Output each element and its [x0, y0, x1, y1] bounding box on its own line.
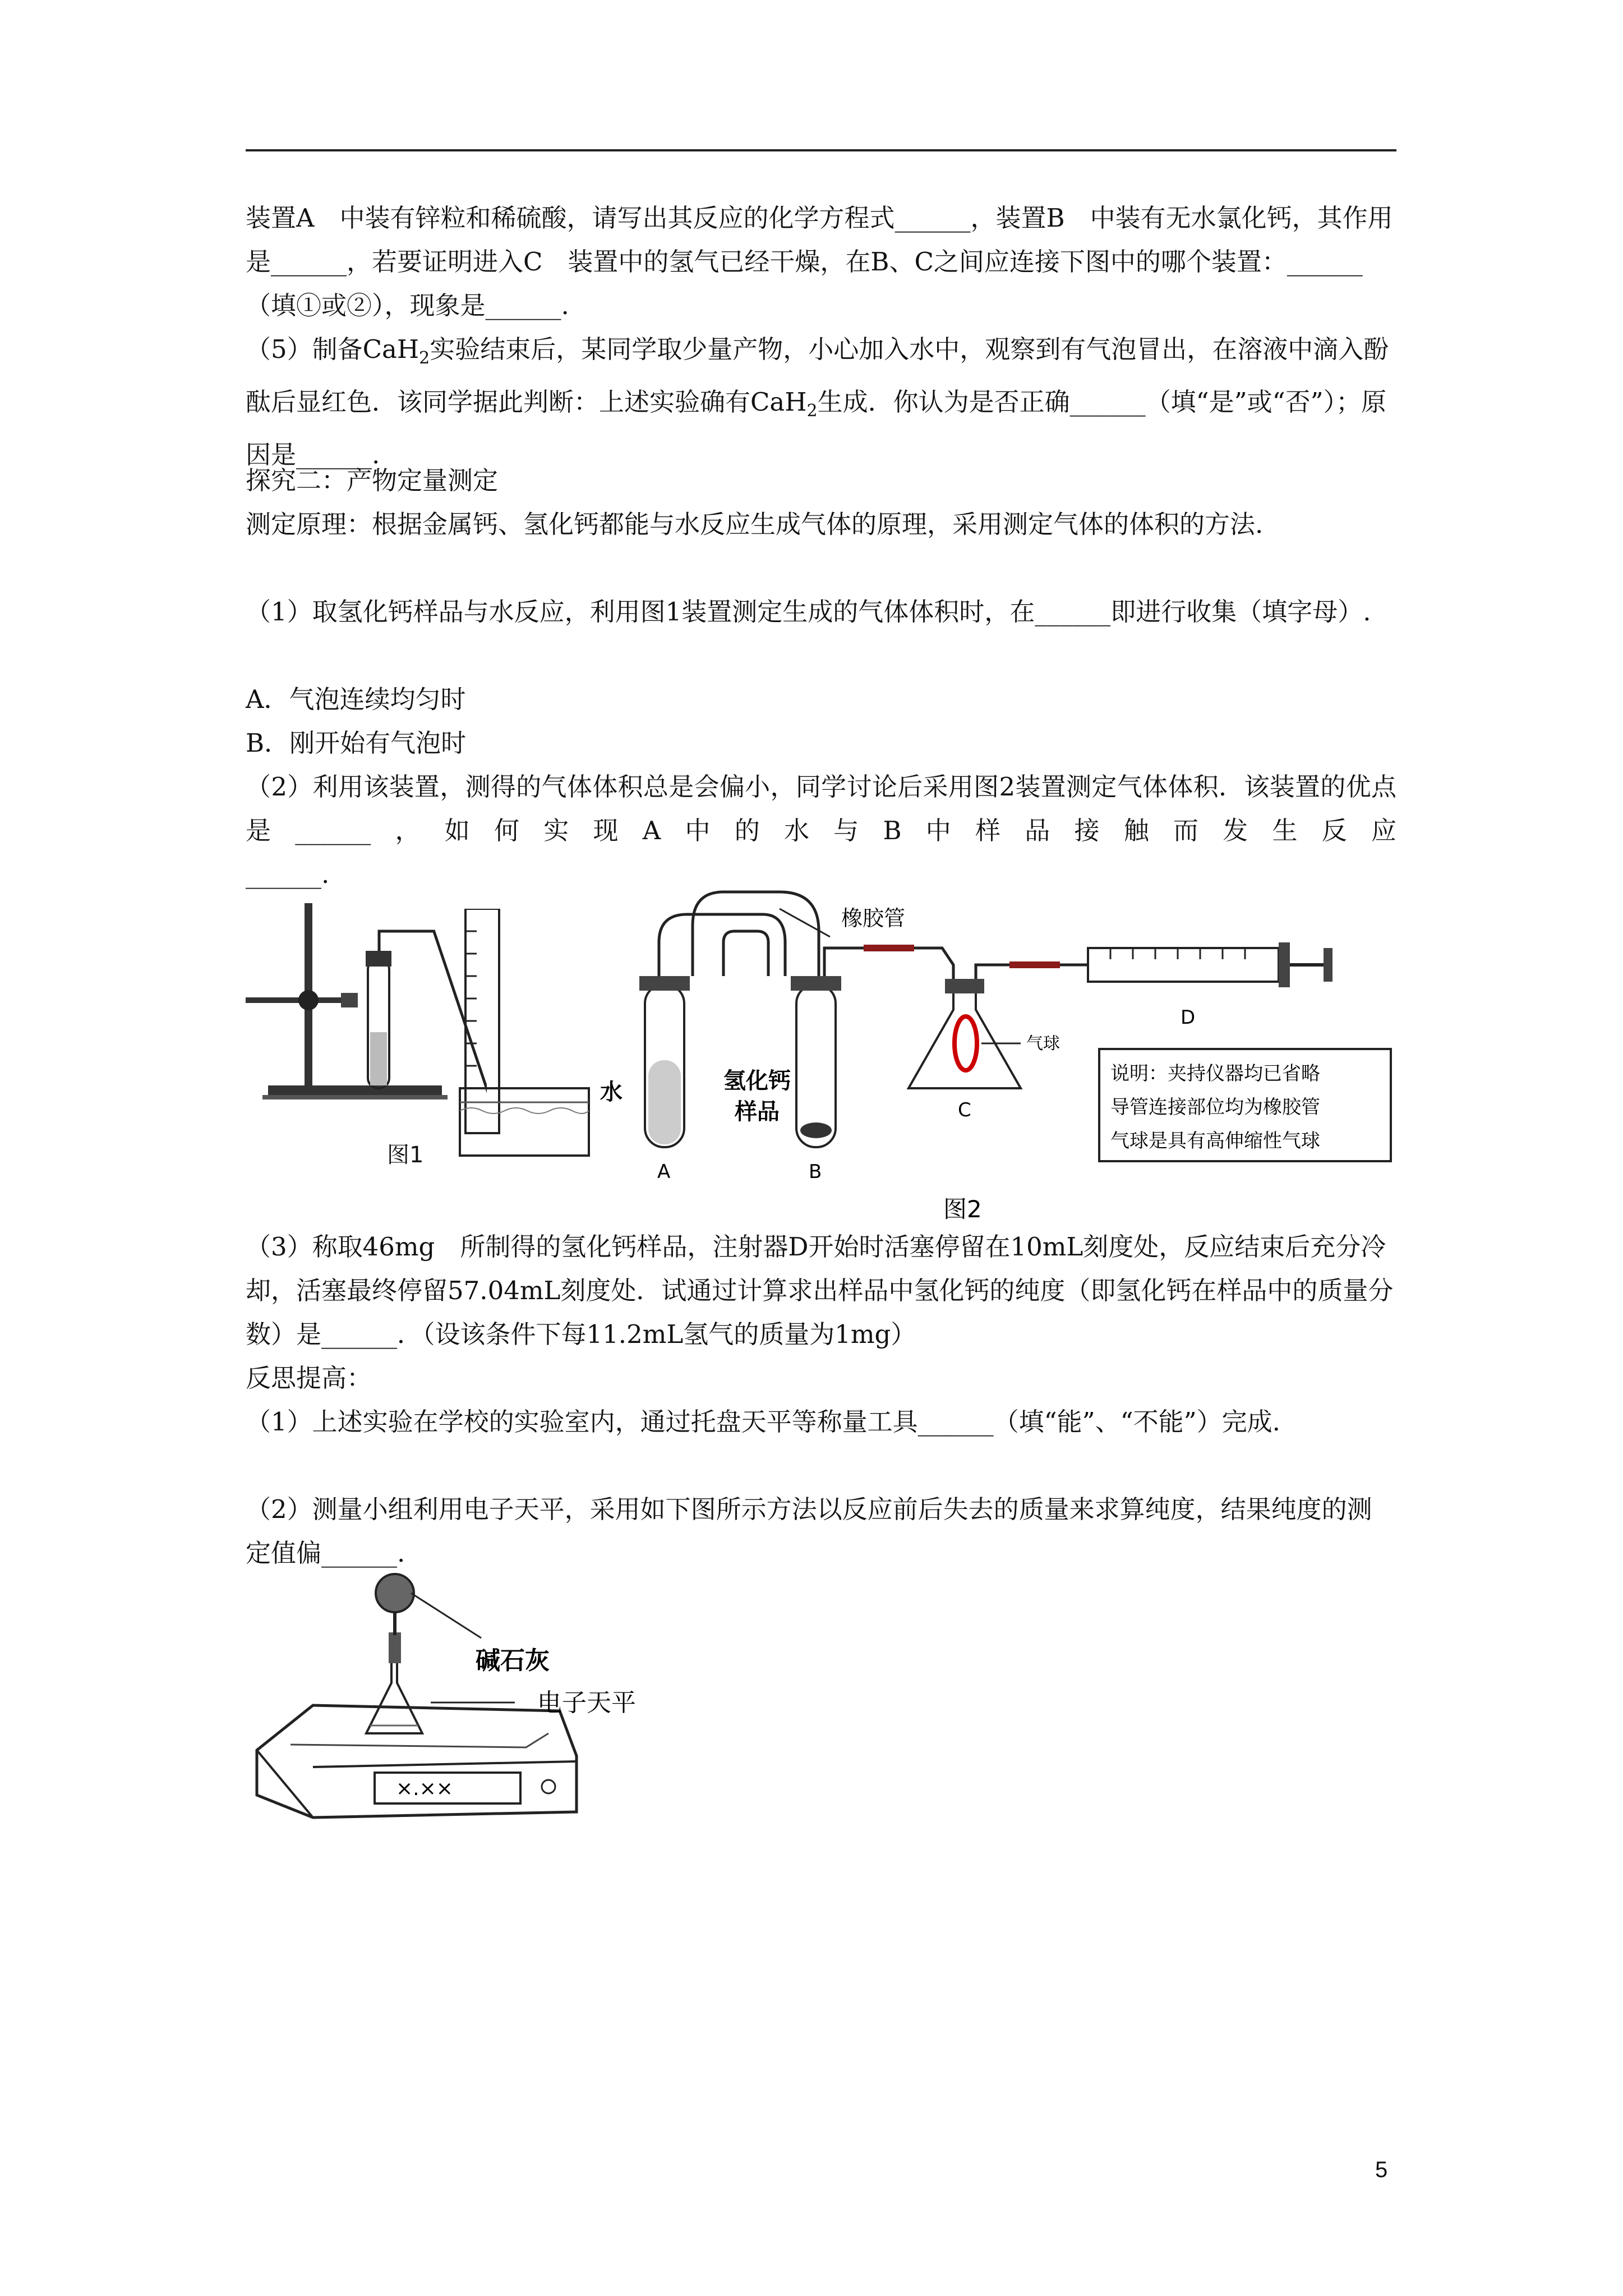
clamp-arm — [246, 997, 347, 1003]
paragraph-apparatus-a: 装置A 中装有锌粒和稀硫酸，请写出其反应的化学方程式______，装置B 中装有无水氯化钙，其作用是______，若要证明进入C 装置中的氢气已经干燥，在B、C之间应连接下图中的哪个装置：______（填①或②），现象是______. — [246, 203, 1393, 320]
stopper — [389, 1632, 401, 1663]
label-a: A — [657, 1161, 671, 1183]
label-balloon: 气球 — [1026, 1034, 1060, 1053]
syringe-d — [1088, 948, 1279, 982]
conical-flask — [366, 1660, 422, 1733]
tare-button-icon — [542, 1780, 555, 1793]
label-electronic-balance: 电子天平 — [537, 1688, 636, 1717]
label-sample-1: 氢化钙 — [723, 1068, 791, 1094]
note-line-2: 导管连接部位均为橡胶管 — [1110, 1096, 1320, 1119]
header-rule — [246, 149, 1396, 151]
label-rubber-tube: 橡胶管 — [841, 906, 906, 931]
balance-readout: ×.×× — [396, 1777, 453, 1800]
delivery-tube — [379, 931, 434, 951]
paragraph-question-5: （5）制备CaH$_2$实验结束后，某同学取少量产物，小心加入水中，观察到有气泡冒出，在溶液中滴入酚酞后显红色．该同学据此判断：上述实验确有CaH$_2$生成．你认为是否正确______（填“是”或“否”）；原因是______. — [246, 334, 1389, 470]
label-sample-2: 样品 — [735, 1099, 780, 1125]
option-b: B．刚开始有气泡时 — [246, 728, 467, 758]
paragraph-reflection-1: （1）上述实验在学校的实验室内，通过托盘天平等称量工具______（填“能”、“不能”）完成. — [246, 1407, 1280, 1437]
paragraph-principle: 测定原理：根据金属钙、氢化钙都能与水反应生成气体的原理，采用测定气体的体积的方法. — [246, 509, 1264, 539]
paragraph-part-3: （3）称取46mg 所制得的氢化钙样品，注射器D开始时活塞停留在10mL刻度处，反应结束后充分冷却，活塞最终停留57.04mL刻度处．试通过计算求出样品中氢化钙的纯度（即氢化钙在样品中的质量分数）是______．（设该条件下每11.2mL氢气的质量为1mg） — [246, 1232, 1394, 1349]
flask-c — [909, 987, 1021, 1088]
page-number: 5 — [1375, 2157, 1388, 2182]
section-heading-explore-2: 探究二：产物定量测定 — [246, 466, 499, 495]
label-soda-lime: 碱石灰 — [476, 1646, 550, 1675]
paragraph-part-2-end: ______. — [246, 859, 330, 889]
option-a: A．气泡连续均匀时 — [246, 684, 466, 714]
rubber-joint — [864, 945, 914, 951]
balloon — [955, 1016, 977, 1070]
note-line-3: 气球是具有高伸缩性气球 — [1110, 1130, 1320, 1152]
paragraph-part-1: （1）取氢化钙样品与水反应，利用图1装置测定生成的气体体积时，在______即进行收集（填字母）. — [246, 597, 1371, 627]
figure-2-apparatus — [594, 881, 1402, 1228]
label-c: C — [958, 1099, 971, 1121]
drying-bulb — [376, 1574, 414, 1612]
stopper — [366, 951, 391, 967]
clamp-icon — [298, 990, 319, 1010]
label-d: D — [1181, 1006, 1196, 1029]
figure-1-caption: 图1 — [387, 1142, 424, 1168]
paragraph-reflection-2: （2）测量小组利用电子天平，采用如下图所示方法以反应前后失去的质量来求算纯度，结果纯度的测定值偏______. — [246, 1494, 1372, 1568]
note-line-1: 说明：夹持仪器均已省略 — [1110, 1062, 1320, 1085]
figure-2-caption: 图2 — [943, 1195, 982, 1223]
label-b: B — [809, 1161, 822, 1183]
paragraph-part-2: （2）利用该装置，测得的气体体积总是会偏小，同学讨论后采用图2装置测定气体体积．该装置的优点是______，如何实现A中的水与B中样品接触而发生反应 — [246, 772, 1396, 845]
figure-3-balance — [246, 1571, 750, 1918]
label-water: 水 — [600, 1079, 623, 1105]
section-heading-reflection: 反思提高： — [246, 1363, 372, 1393]
